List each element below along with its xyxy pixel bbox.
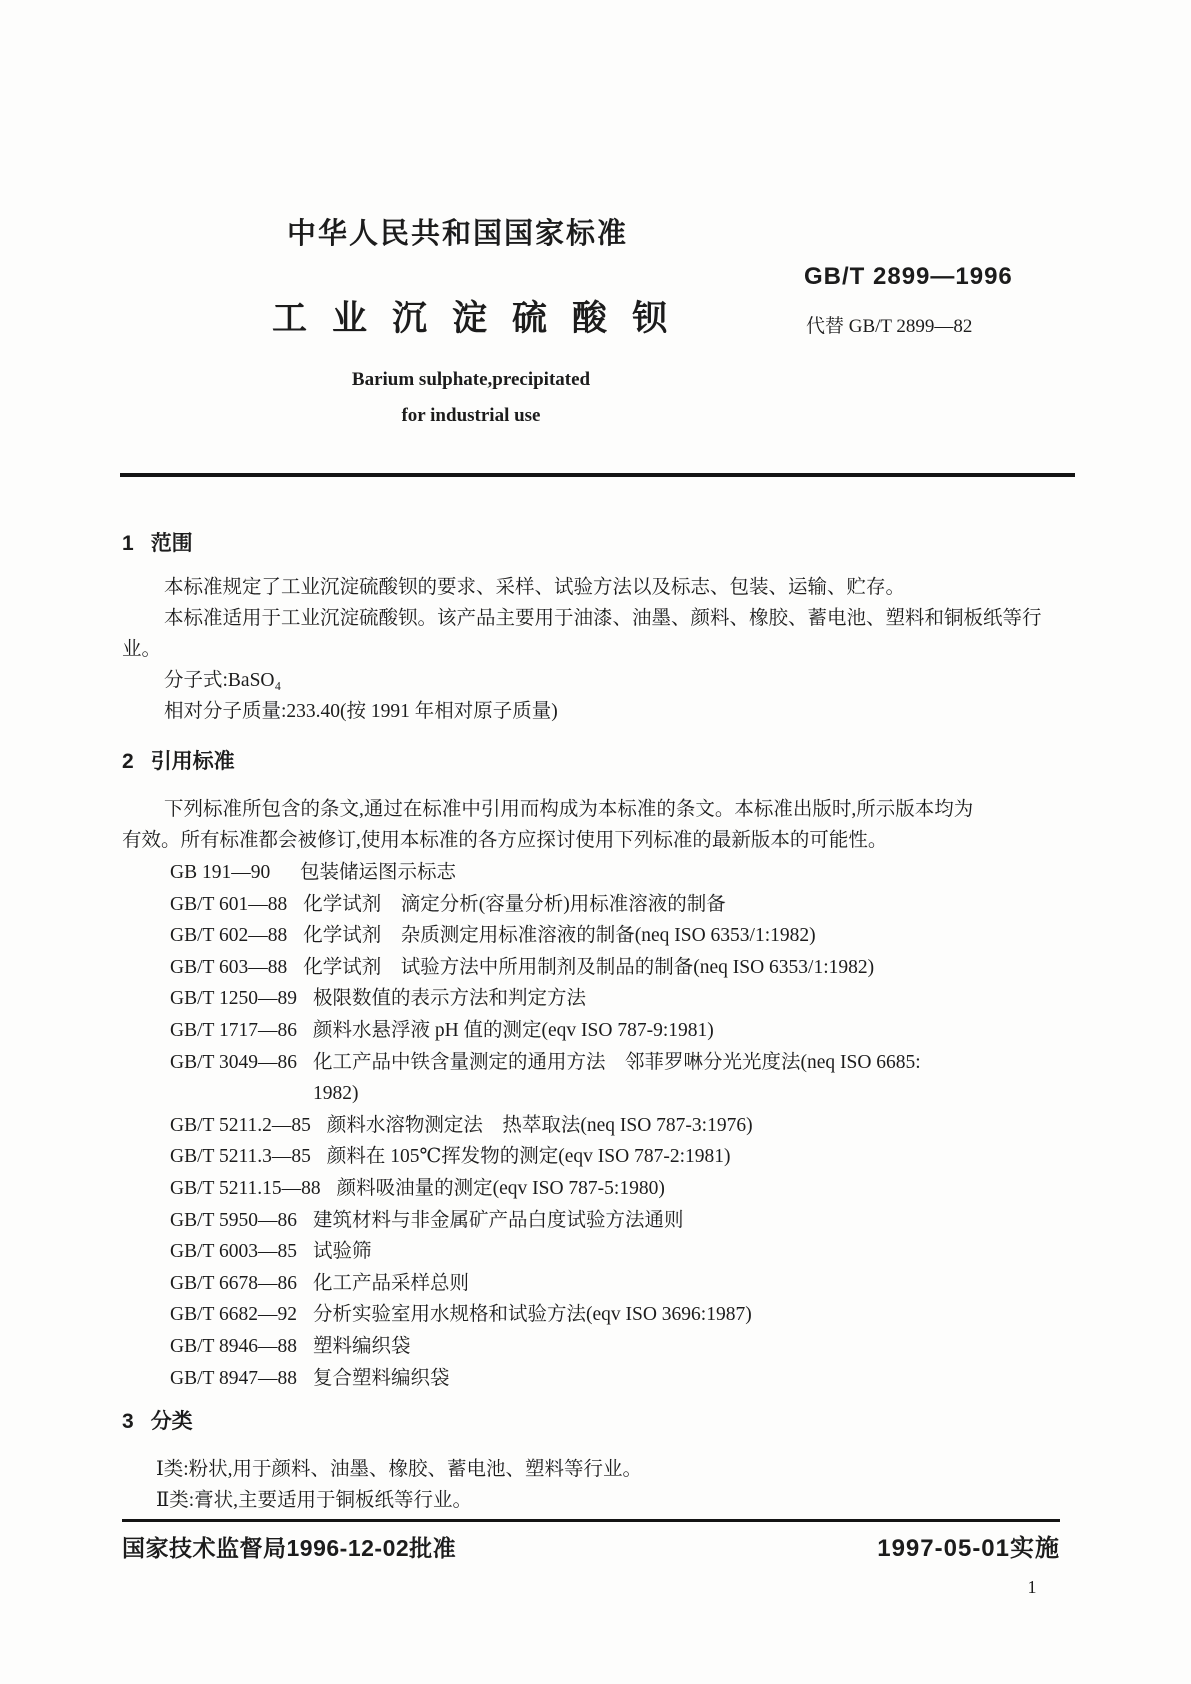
reference-title: 极限数值的表示方法和判定方法 [312, 988, 586, 1010]
reference-item [170, 1299, 1065, 1331]
footer [122, 1528, 1060, 1563]
reference-list [170, 857, 1065, 1394]
reference-code: GB/T 3049—86 [170, 1051, 297, 1073]
reference-item [170, 857, 1065, 889]
referenced-standards-intro-line-1: 下列标准所包含的条文,通过在标准中引用而构成为本标准的条文。本标准出版时,所示版本均为 [164, 799, 974, 820]
scope-paragraph-1: 本标准规定了工业沉淀硫酸钡的要求、采样、试验方法以及标志、包装、运输、贮存。 [164, 577, 906, 598]
document-title-english [260, 362, 682, 434]
section-2-number: 2 [122, 750, 134, 773]
section-3-heading [122, 1410, 193, 1434]
footer-divider-rule [122, 1519, 1060, 1522]
reference-code: GB/T 6682—92 [170, 1304, 297, 1326]
reference-item [170, 1236, 1065, 1268]
classification-type-2: Ⅱ类:膏状,主要适用于铜板纸等行业。 [156, 1489, 473, 1511]
section-3-number: 3 [122, 1410, 134, 1433]
reference-title-continuation: 1982) [312, 1083, 359, 1105]
reference-code: GB/T 5950—86 [170, 1209, 297, 1231]
reference-item [170, 1205, 1065, 1237]
reference-title: 化学试剂 滴定分析(容量分析)用标准溶液的制备 [303, 893, 726, 915]
reference-item [170, 889, 1065, 921]
reference-code: GB/T 602—88 [170, 925, 288, 947]
reference-code: GB/T 601—88 [170, 893, 288, 915]
reference-title: 颜料在 105℃挥发物的测定(eqv ISO 787-2:1981) [326, 1146, 731, 1168]
section-1-title: 范围 [150, 532, 193, 555]
scope-paragraph-2-line-1: 本标准适用于工业沉淀硫酸钡。该产品主要用于油漆、油墨、颜料、橡胶、蓄电池、塑料和铜板纸等行 [164, 608, 1042, 629]
reference-title: 复合塑料编织袋 [312, 1367, 450, 1389]
reference-item [170, 1141, 1065, 1173]
reference-item [170, 952, 1065, 984]
standard-code: GB/T 2899—1996 [804, 263, 1013, 290]
reference-item [170, 920, 1065, 952]
reference-title: 颜料吸油量的测定(eqv ISO 787-5:1980) [336, 1177, 665, 1199]
section-2-heading [122, 750, 235, 774]
molecular-formula-line: 分子式:BaSO₄ [164, 670, 282, 691]
national-standard-label: 中华人民共和国国家标准 [287, 218, 629, 250]
reference-code: GB/T 1717—86 [170, 1019, 297, 1041]
reference-item [170, 1110, 1065, 1142]
reference-title: 塑料编织袋 [312, 1335, 411, 1357]
reference-title: 化工产品采样总则 [312, 1272, 469, 1294]
reference-code: GB/T 1250—89 [170, 988, 297, 1010]
referenced-standards-intro [122, 794, 1065, 856]
reference-item [170, 983, 1065, 1015]
section-1-heading [122, 532, 193, 556]
reference-title: 建筑材料与非金属矿产品白度试验方法通则 [312, 1209, 684, 1231]
section-2-title: 引用标准 [150, 750, 235, 773]
implementation-date: 1997-05-01实施 [877, 1535, 1060, 1562]
relative-molecular-mass-line: 相对分子质量:233.40(按 1991 年相对原子质量) [164, 701, 558, 722]
reference-title: 化学试剂 杂质测定用标准溶液的制备(neq ISO 6353/1:1982) [303, 925, 816, 947]
reference-code: GB/T 6003—85 [170, 1241, 297, 1263]
reference-title: 化工产品中铁含量测定的通用方法 邻菲罗啉分光光度法(neq ISO 6685: 1982) [313, 1047, 921, 1110]
section-1-body [122, 572, 1065, 727]
reference-code: GB/T 5211.2—85 [170, 1114, 311, 1136]
reference-title: 包装储运图示标志 [300, 862, 457, 883]
reference-code: GB/T 8947—88 [170, 1367, 297, 1389]
reference-code: GB 191—90 [170, 862, 271, 883]
reference-item [170, 1331, 1065, 1363]
reference-item [170, 1047, 1065, 1110]
page-number: 1 [1027, 1577, 1037, 1597]
classification-type-1: Ⅰ类:粉状,用于颜料、油墨、橡胶、蓄电池、塑料等行业。 [156, 1459, 642, 1480]
reference-code: GB/T 8946—88 [170, 1335, 297, 1357]
reference-code: GB/T 5211.15—88 [170, 1177, 321, 1199]
reference-code: GB/T 603—88 [170, 956, 288, 978]
section-3-body [156, 1455, 642, 1516]
reference-title: 分析实验室用水规格和试验方法(eqv ISO 3696:1987) [312, 1304, 752, 1326]
reference-item [170, 1173, 1065, 1205]
reference-item [170, 1015, 1065, 1047]
referenced-standards-intro-line-2: 有效。所有标准都会被修订,使用本标准的各方应探讨使用下列标准的最新版本的可能性。 [122, 830, 888, 851]
section-3-title: 分类 [150, 1410, 193, 1433]
approval-statement: 国家技术监督局1996-12-02批准 [122, 1535, 457, 1561]
header-divider-rule [120, 473, 1075, 477]
english-title-line-1: Barium sulphate,precipitated [351, 369, 591, 390]
section-1-number: 1 [122, 532, 134, 555]
reference-code: GB/T 5211.3—85 [170, 1146, 311, 1168]
document-title-chinese: 工业沉淀硫酸钡 [272, 299, 693, 338]
reference-title: 颜料水溶物测定法 热萃取法(neq ISO 787-3:1976) [326, 1114, 753, 1136]
reference-item [170, 1268, 1065, 1300]
reference-title: 化学试剂 试验方法中所用制剂及制品的制备(neq ISO 6353/1:1982) [303, 956, 875, 978]
reference-item [170, 1363, 1065, 1395]
english-title-line-2: for industrial use [401, 405, 541, 426]
replaces-note: 代替 GB/T 2899—82 [806, 316, 973, 337]
reference-title: 颜料水悬浮液 pH 值的测定(eqv ISO 787-9:1981) [312, 1019, 714, 1041]
scope-paragraph-2-line-2: 业。 [122, 639, 162, 660]
reference-title: 试验筛 [312, 1241, 372, 1263]
reference-code: GB/T 6678—86 [170, 1272, 297, 1294]
